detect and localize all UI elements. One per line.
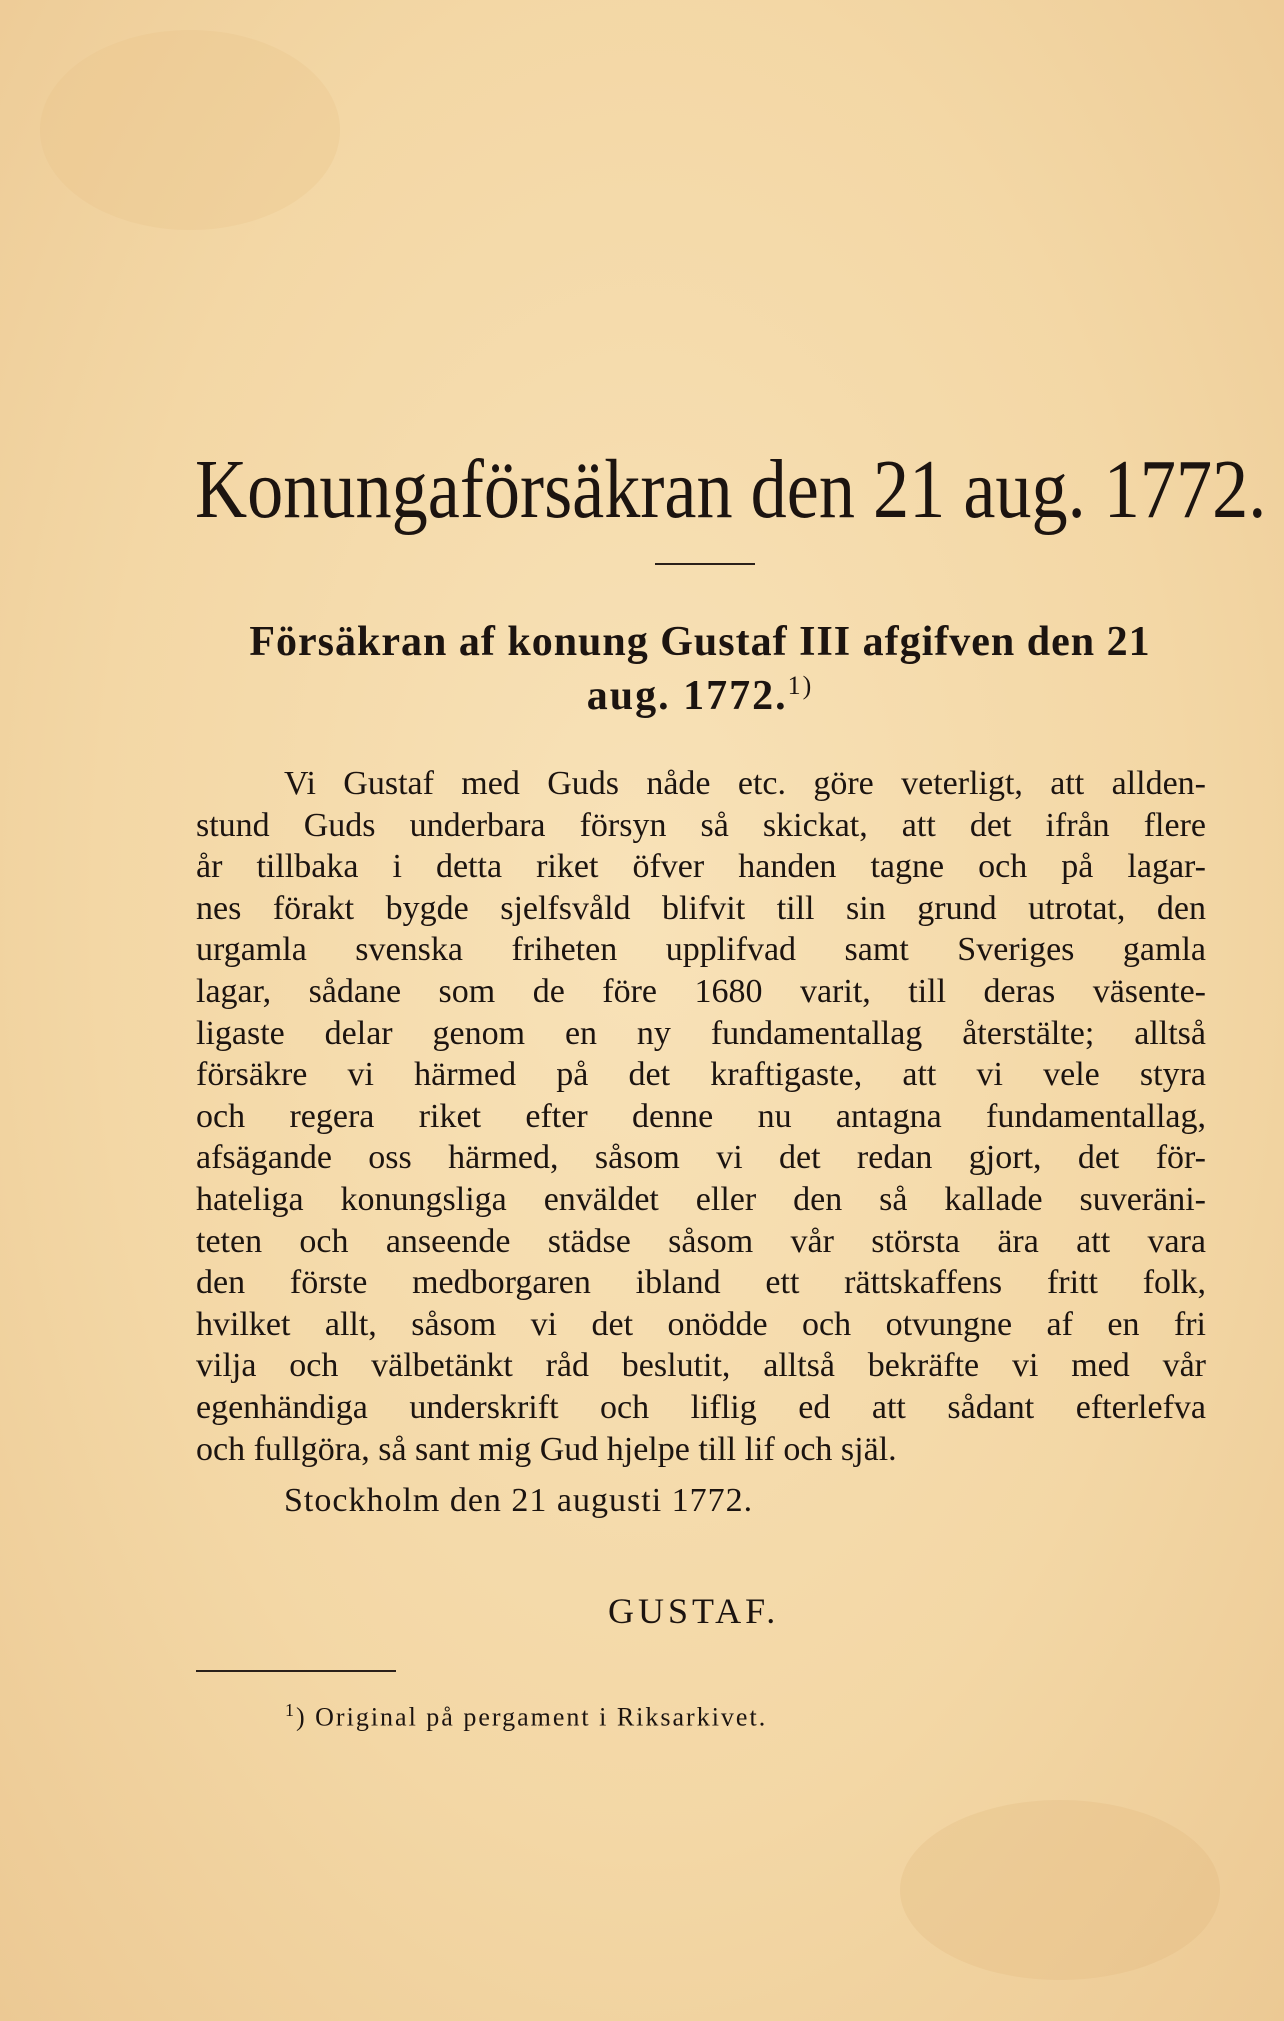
text-line: afsägande oss härmed, såsom vi det redan gjort, det för- (196, 1139, 1206, 1177)
text-line: hateliga konungsliga enväldet eller den så kallade suveräni- (196, 1180, 1206, 1218)
footnote-reference: 1) (787, 671, 814, 700)
document-title: Konungaförsäkran den 21 aug. 1772. (195, 443, 1267, 536)
place-date-line: Stockholm den 21 augusti 1772. (284, 1482, 754, 1519)
text-line: vilja och välbetänkt råd beslutit, alltså bekräfte vi med vår (196, 1347, 1206, 1385)
document-subtitle (195, 614, 1205, 670)
subtitle-line-2: aug. 1772. (586, 673, 788, 719)
footnote (285, 1700, 767, 1733)
text-line: teten och anseende städse såsom vår största ära att vara (196, 1222, 1206, 1260)
footnote-divider (196, 1670, 396, 1672)
text-line: och fullgöra, så sant mig Gud hjelpe till lif och själ. (196, 1430, 897, 1468)
text-line: urgamla svenska friheten upplifvad samt Sveriges gamla (196, 931, 1206, 969)
title-divider (655, 563, 755, 565)
text-line: lagar, sådane som de före 1680 varit, till deras väsente- (196, 972, 1206, 1010)
paper-stain (40, 30, 340, 230)
footnote-number: 1 (285, 1700, 296, 1720)
paper-stain (900, 1800, 1220, 1980)
text-line: egenhändiga underskrift och liflig ed att sådant efterlefva (196, 1388, 1206, 1426)
text-line: år tillbaka i detta riket öfver handen tagne och på lagar- (196, 848, 1206, 886)
footnote-text: ) Original på pergament i Riksarkivet. (296, 1702, 768, 1732)
text-line: Vi Gustaf med Guds nåde etc. göre veterligt, att allden- (284, 765, 1206, 802)
document-subtitle-continued (195, 668, 1205, 724)
text-line: den förste medborgaren ibland ett rättskaffens fritt folk, (196, 1264, 1206, 1302)
text-line: försäkre vi härmed på det kraftigaste, att vi vele styra (196, 1056, 1206, 1094)
text-line: stund Guds underbara försyn så skickat, att det ifrån flere (196, 806, 1206, 844)
oath-text (196, 763, 1206, 1470)
subtitle-line-1: Försäkran af konung Gustaf III afgifven den 21 (249, 619, 1151, 665)
signature: GUSTAF. (608, 1591, 780, 1631)
text-line: ligaste delar genom en ny fundamentallag återstälte; alltså (196, 1014, 1206, 1052)
text-line: nes förakt bygde sjelfsvåld blifvit till sin grund utrotat, den (196, 889, 1206, 927)
text-line: och regera riket efter denne nu antagna fundamentallag, (196, 1097, 1206, 1135)
text-line: hvilket allt, såsom vi det onödde och otvungne af en fri (196, 1305, 1206, 1343)
